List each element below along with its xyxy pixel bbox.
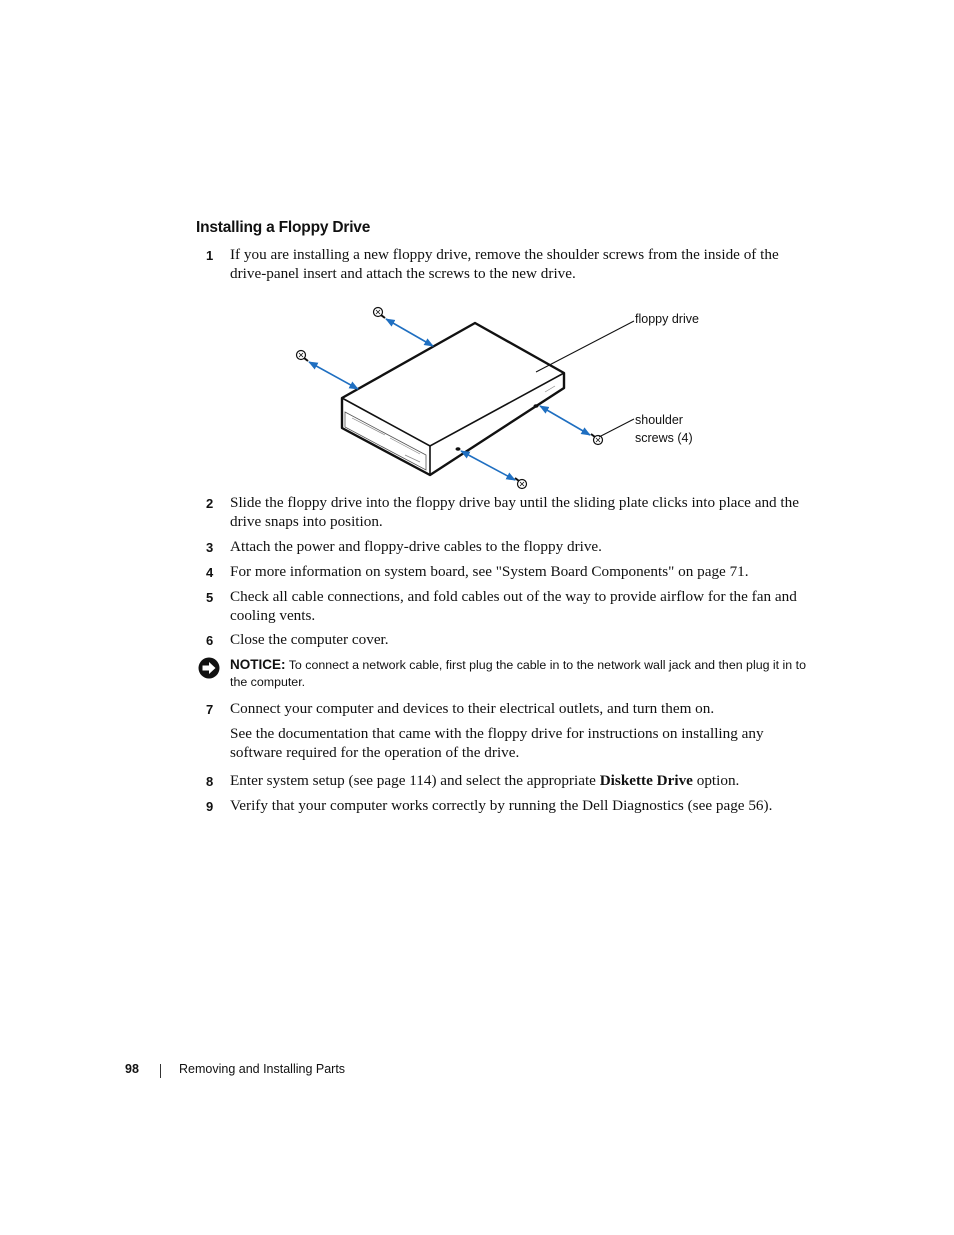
footer-chapter-title: Removing and Installing Parts bbox=[179, 1062, 346, 1076]
step-2 bbox=[206, 494, 814, 531]
notice-label: NOTICE: bbox=[230, 657, 286, 672]
screw-hole bbox=[456, 447, 461, 451]
step-7 bbox=[206, 700, 814, 719]
step-text: Close the computer cover. bbox=[230, 631, 389, 648]
page-number: 98 bbox=[125, 1062, 139, 1076]
callout-line-floppy bbox=[536, 321, 634, 372]
section-title: Installing a Floppy Drive bbox=[196, 219, 371, 236]
step-3 bbox=[206, 538, 814, 557]
step-text: Attach the power and floppy-drive cables to the floppy drive. bbox=[230, 538, 602, 555]
callout-shoulder-screws: shoulder screws (4) bbox=[635, 413, 693, 445]
screw-icon bbox=[297, 351, 309, 362]
floppy-drive-illustration bbox=[290, 300, 730, 495]
step-text bbox=[230, 772, 814, 791]
step-7-note bbox=[206, 725, 814, 762]
step-text: For more information on system board, see "System Board Components" on page 71. bbox=[230, 563, 749, 580]
step-text: Check all cable connections, and fold cables out of the way to provide airflow for the fan and cooling vents. bbox=[230, 588, 797, 624]
step-number: 3 bbox=[206, 540, 214, 555]
floppy-drive-figure bbox=[290, 300, 730, 495]
step-number: 7 bbox=[206, 702, 214, 717]
step-number: 1 bbox=[206, 248, 214, 263]
step-text-before: Enter system setup (see page 114) and select the appropriate bbox=[230, 772, 600, 789]
step-8 bbox=[206, 772, 814, 791]
step-number: 4 bbox=[206, 565, 214, 580]
notice-box bbox=[198, 656, 818, 691]
step-note-text: See the documentation that came with the floppy drive for instructions on installing any software required for the operation of the drive. bbox=[230, 725, 764, 761]
step-number: 6 bbox=[206, 633, 214, 648]
screw-icon bbox=[374, 308, 386, 319]
notice-text bbox=[230, 656, 818, 691]
notice-body: To connect a network cable, first plug the cable in to the network wall jack and then plug it in to the computer. bbox=[230, 658, 806, 689]
arrow-right-circle-icon bbox=[198, 657, 220, 679]
step-9 bbox=[206, 797, 814, 816]
step-text: Slide the floppy drive into the floppy drive bay until the sliding plate clicks into place and the drive snaps into position. bbox=[230, 494, 799, 530]
diskette-drive-option: Diskette Drive bbox=[599, 772, 693, 789]
step-1 bbox=[206, 246, 814, 283]
step-text-after: option. bbox=[692, 772, 740, 789]
step-4 bbox=[206, 563, 814, 582]
footer-divider bbox=[160, 1064, 161, 1078]
step-number: 9 bbox=[206, 799, 214, 814]
step-text: Verify that your computer works correctly by running the Dell Diagnostics (see page 56). bbox=[230, 797, 773, 814]
step-text: Connect your computer and devices to their electrical outlets, and turn them on. bbox=[230, 700, 715, 717]
screw-icon bbox=[515, 478, 527, 489]
floppy-drive-body bbox=[342, 323, 564, 475]
step-number: 5 bbox=[206, 590, 214, 605]
step-number: 8 bbox=[206, 774, 214, 789]
callout-floppy-drive: floppy drive bbox=[635, 312, 699, 326]
step-number: 2 bbox=[206, 496, 214, 511]
screw-hole bbox=[534, 404, 539, 408]
step-5 bbox=[206, 588, 814, 625]
step-6 bbox=[206, 631, 814, 650]
callout-line-screws bbox=[599, 419, 634, 437]
step-text: If you are installing a new floppy drive, remove the shoulder screws from the inside of the drive-panel insert and attach the screws to the new drive. bbox=[230, 246, 779, 282]
